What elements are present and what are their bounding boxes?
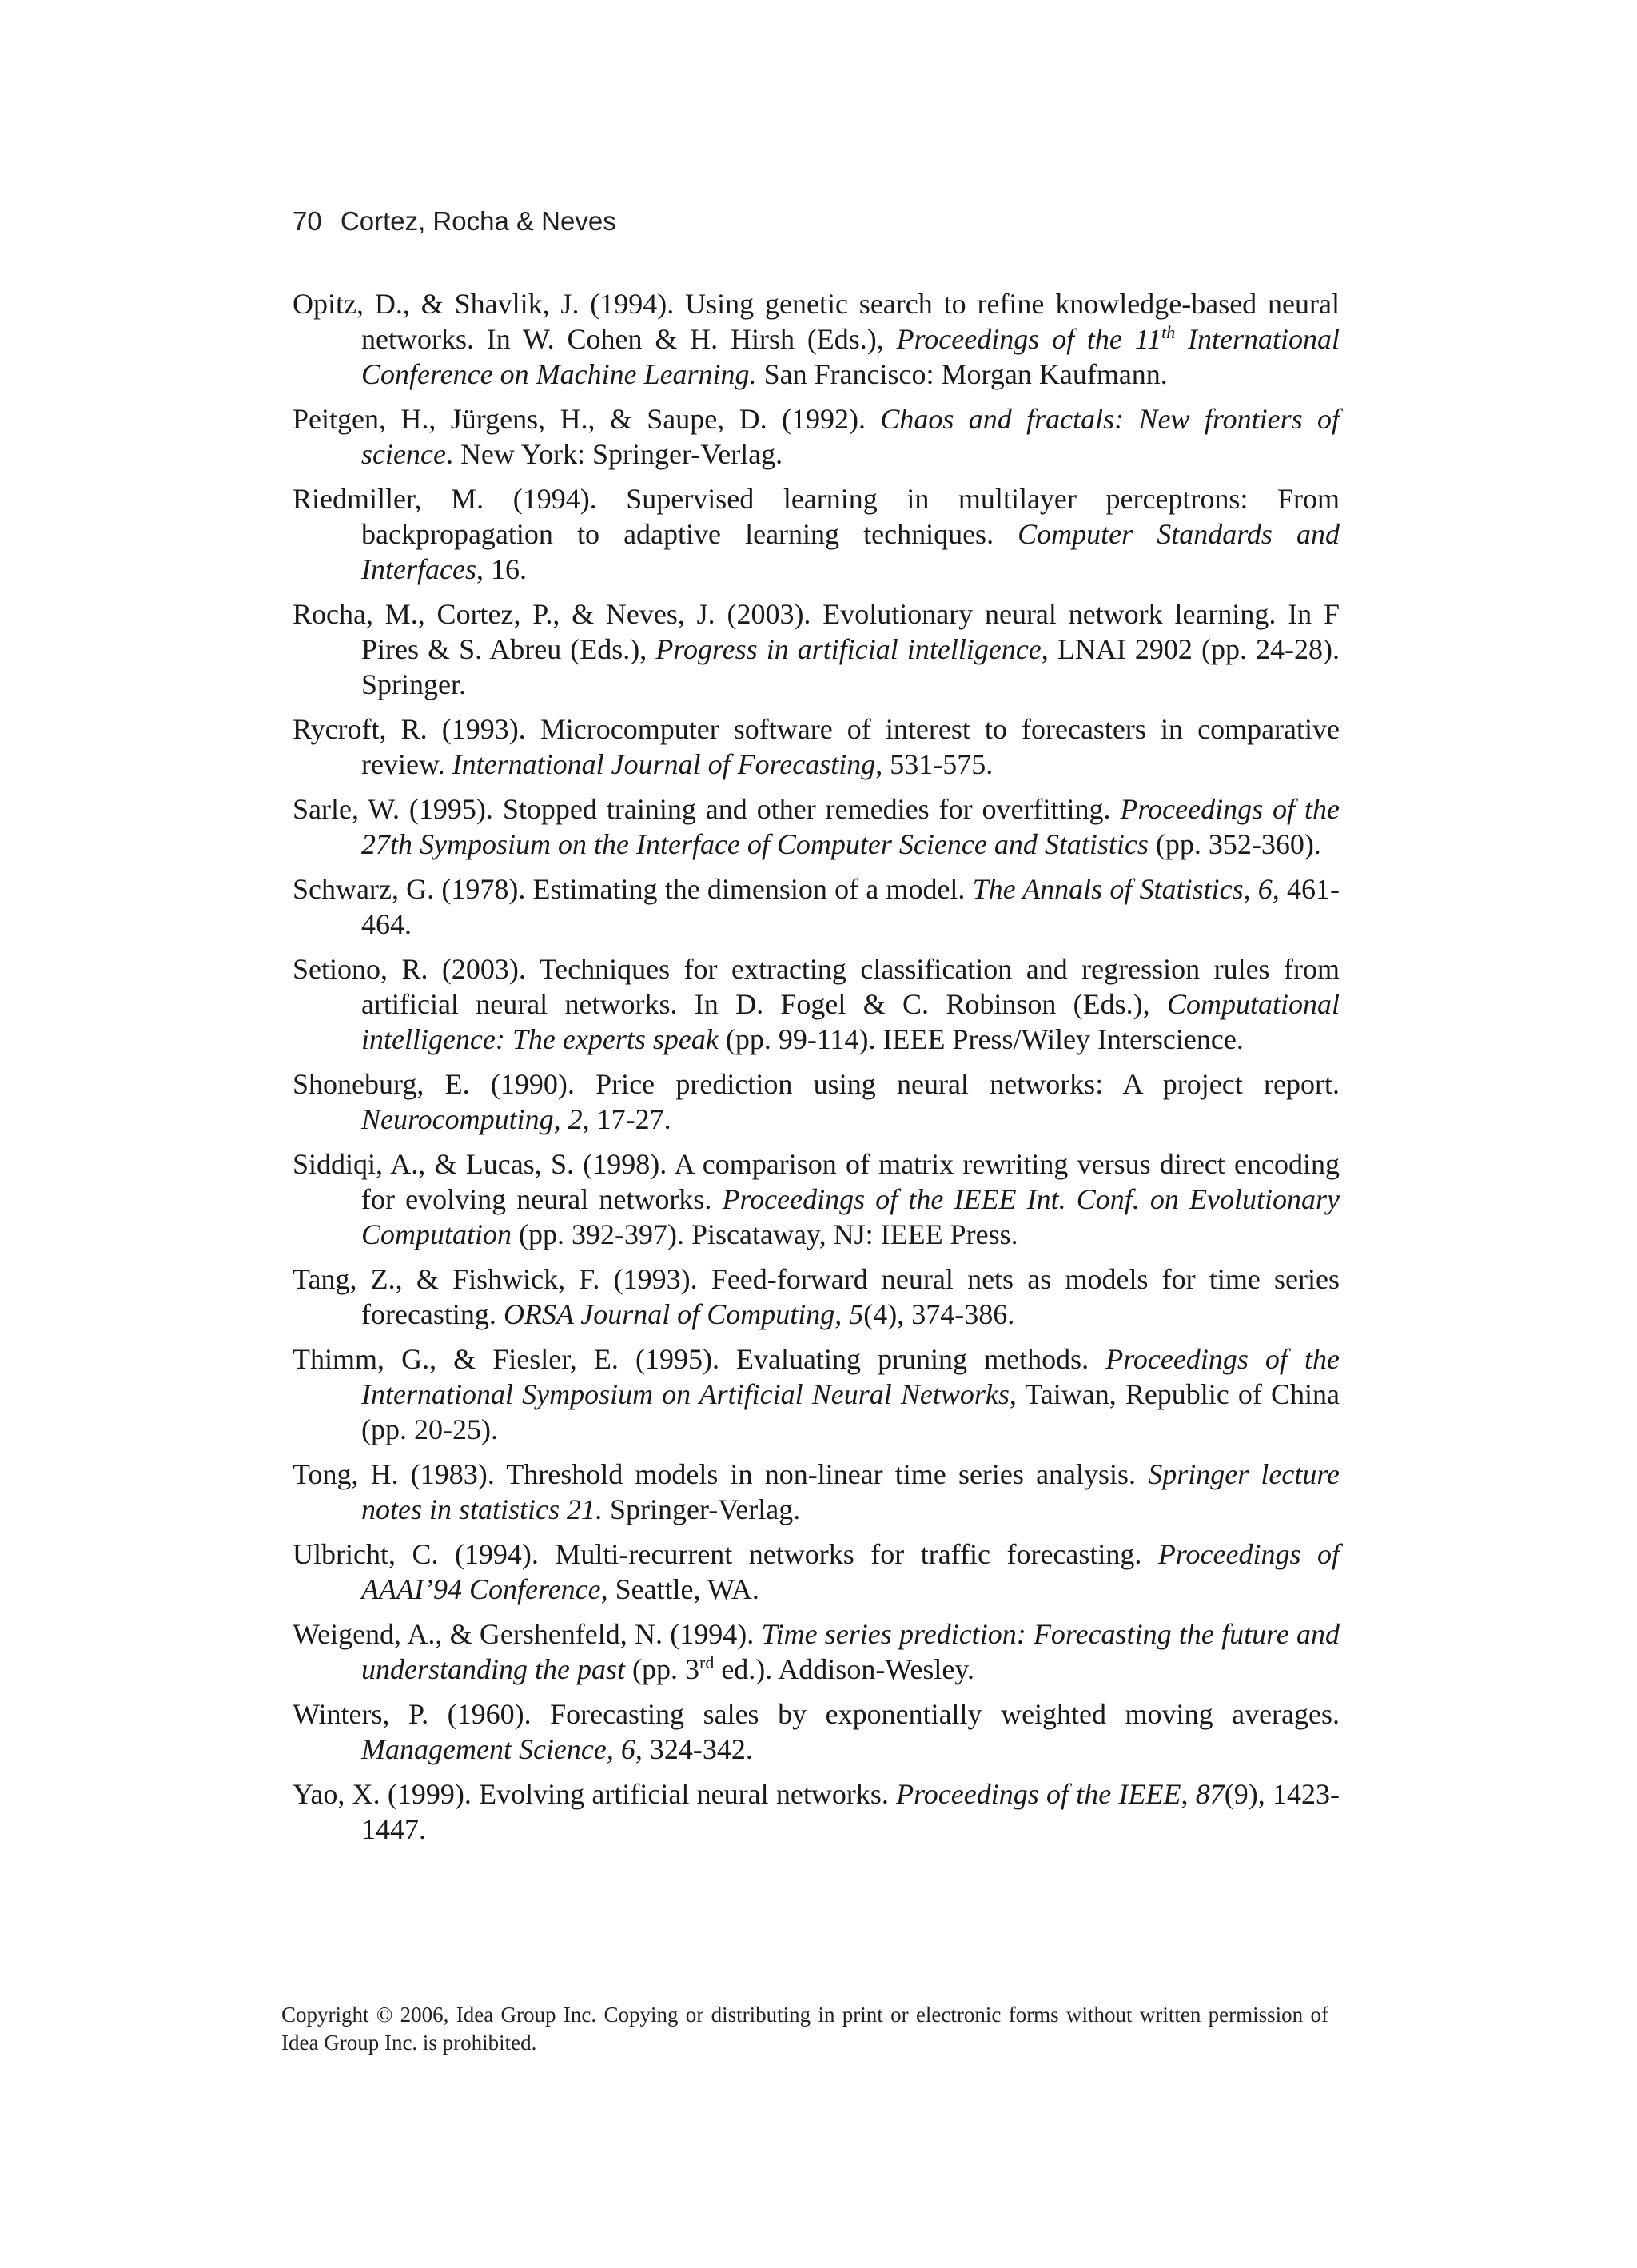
reference-text: Opitz, D., & Shavlik, J. (1994). Using genetic search to refine knowledge-based neural networks. In W. Cohen & H. Hirsh (Eds.), [293, 288, 1340, 355]
running-head: Cortez, Rocha & Neves [340, 206, 616, 236]
reference-text: (9), 1423-1447. [361, 1778, 1340, 1845]
reference-text: Peitgen, H., Jürgens, H., & Saupe, D. (1992). [293, 403, 881, 435]
reference-entry [293, 1696, 1340, 1767]
reference-text: Proceedings of the 27th Symposium on the Interface of Computer Science and Statistics [361, 793, 1340, 860]
reference-text: Computer Standards and Interfaces [361, 518, 1340, 585]
reference-entry [293, 1066, 1340, 1137]
reference-text: (4), 374-386. [863, 1298, 1015, 1330]
reference-text: Weigend, A., & Gershenfeld, N. (1994). [293, 1618, 762, 1650]
reference-text: Schwarz, G. (1978). Estimating the dimension of a model. [293, 873, 973, 905]
reference-entry [293, 711, 1340, 782]
reference-entry [293, 951, 1340, 1057]
page-number: 70 [293, 206, 322, 236]
reference-text: , 531-575. [875, 748, 994, 780]
reference-text: Tang, Z., & Fishwick, F. (1993). Feed-forward neural nets as models for time series forecasting. [293, 1263, 1340, 1330]
reference-text: Winters, P. (1960). Forecasting sales by exponentially weighted moving averages. [293, 1698, 1340, 1730]
reference-text: Sarle, W. (1995). Stopped training and other remedies for overfitting. [293, 793, 1121, 825]
reference-text: rd [699, 1652, 715, 1672]
reference-entry [293, 286, 1340, 392]
reference-text: Rocha, M., Cortez, P., & Neves, J. (2003). Evolutionary neural network learning. In F Pires & S. Abreu (Eds.), [293, 598, 1340, 665]
reference-text: Springer-Verlag. [603, 1493, 801, 1525]
reference-text: Yao, X. (1999). Evolving artificial neural networks. [293, 1778, 897, 1810]
reference-text: Thimm, G., & Fiesler, E. (1995). Evaluating pruning methods. [293, 1343, 1106, 1375]
reference-text: , Taiwan, Republic of China (pp. 20-25). [361, 1378, 1340, 1445]
reference-text: 17-27. [589, 1103, 671, 1135]
reference-text: Springer lecture notes in statistics 21. [361, 1458, 1340, 1525]
reference-text: th [1161, 322, 1176, 342]
reference-text: . New York: Springer-Verlag. [445, 438, 783, 470]
reference-text: , Seattle, WA. [600, 1573, 759, 1605]
reference-text: Shoneburg, E. (1990). Price prediction using neural networks: A project report. [293, 1068, 1340, 1100]
reference-text: Neurocomputing [361, 1103, 554, 1135]
reference-entry [293, 1341, 1340, 1447]
reference-text: Siddiqi, A., & Lucas, S. (1998). A comparison of matrix rewriting versus direct encoding for evolving neural networks. [293, 1148, 1340, 1215]
reference-text: Proceedings of AAAI’94 Conference [361, 1538, 1340, 1605]
reference-text: , LNAI 2902 (pp. 24-28). Springer. [361, 633, 1340, 700]
reference-text: 324-342. [642, 1733, 753, 1765]
reference-entry [293, 1457, 1340, 1527]
reference-text: (pp. 3 [625, 1653, 699, 1685]
reference-text: ed.). Addison-Wesley. [714, 1653, 975, 1685]
reference-text: Setiono, R. (2003). Techniques for extracting classification and regression rules from artificial neural networks. In D. Fogel & C. Robinson (Eds.), [293, 953, 1340, 1020]
reference-entry [293, 481, 1340, 587]
reference-text: Management Science, 6, [361, 1733, 643, 1765]
reference-text: Rycroft, R. (1993). Microcomputer software of interest to forecasters in comparative review. [293, 713, 1340, 780]
reference-text: Proceedings of the IEEE, 87 [896, 1778, 1225, 1810]
reference-text: Progress in artificial intelligence [655, 633, 1042, 665]
reference-entry [293, 596, 1340, 702]
reference-text: International Conference on Machine Learning. [361, 323, 1340, 390]
reference-text: Proceedings of the 11 [896, 323, 1162, 355]
reference-entry [293, 1537, 1340, 1607]
reference-text: Proceedings of the International Symposium on Artificial Neural Networks [361, 1343, 1340, 1410]
reference-entry [293, 871, 1340, 942]
reference-text: Time series prediction: Forecasting the future and understanding the past [361, 1618, 1340, 1685]
copyright-notice: Copyright © 2006, Idea Group Inc. Copying or distributing in print or electronic forms without written permission of Idea Group Inc. is prohibited. [281, 2003, 1328, 2055]
reference-text: Chaos and fractals: New frontiers of science [361, 403, 1340, 470]
reference-text: , [553, 1103, 568, 1135]
reference-text: , 16. [476, 553, 527, 585]
reference-text: Ulbricht, C. (1994). Multi-recurrent networks for traffic forecasting. [293, 1538, 1158, 1570]
reference-text: (pp. 392-397). Piscataway, NJ: IEEE Press. [512, 1218, 1018, 1250]
reference-entry [293, 791, 1340, 862]
reference-entry [293, 1262, 1340, 1332]
reference-text: (pp. 99-114). IEEE Press/Wiley Interscience. [718, 1023, 1244, 1055]
reference-text: Tong, H. (1983). Threshold models in non-linear time series analysis. [293, 1458, 1149, 1490]
reference-text: International Journal of Forecasting [452, 748, 876, 780]
reference-text: 2, [568, 1103, 590, 1135]
reference-text: San Francisco: Morgan Kaufmann. [756, 358, 1168, 390]
reference-text: Proceedings of the IEEE Int. Conf. on Evolutionary Computation [361, 1183, 1340, 1250]
reference-entry [293, 1776, 1340, 1847]
reference-list [293, 286, 1340, 1856]
reference-text: Computational intelligence: The experts speak [361, 988, 1340, 1055]
reference-entry [293, 1616, 1340, 1687]
reference-text: (pp. 352-360). [1148, 828, 1321, 860]
reference-entry [293, 1146, 1340, 1252]
reference-text: Riedmiller, M. (1994). Supervised learning in multilayer perceptrons: From backpropagation to adaptive learning techniques. [293, 483, 1340, 550]
page-header [293, 206, 616, 237]
reference-text: 461-464. [361, 873, 1340, 940]
reference-text: The Annals of Statistics, 6, [972, 873, 1280, 905]
reference-entry [293, 401, 1340, 472]
reference-text: ORSA Journal of Computing, 5 [503, 1298, 864, 1330]
